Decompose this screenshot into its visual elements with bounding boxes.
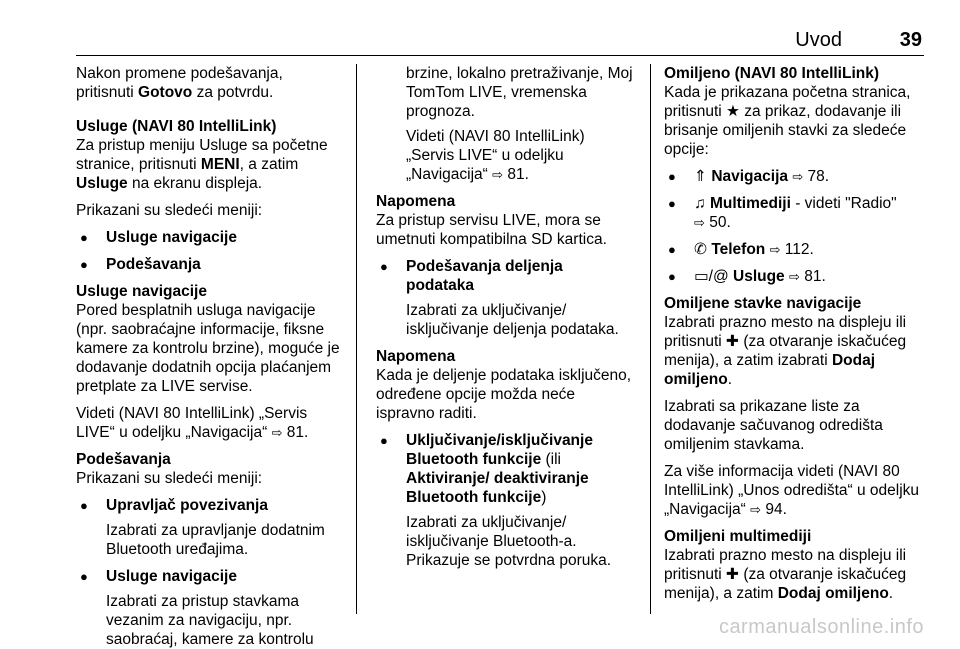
menu-list bbox=[76, 228, 348, 274]
note-text: Kada je deljenje podataka isključeno, određene opcije možda neće ispravno raditi. bbox=[376, 367, 632, 422]
phone-icon: ✆ bbox=[694, 241, 707, 258]
column-divider-1 bbox=[356, 64, 357, 614]
intro-paragraph: Nakon promene podešavanja, pritisnuti Gotovo za potvrdu. bbox=[76, 65, 283, 101]
pod-item2-desc: Izabrati za pristup stavkama vezanim za navigaciju, npr. saobraćaj, kamere za kontrolu bbox=[106, 593, 314, 648]
nav-paragraph: Pored besplatnih usluga navigacije (npr. saobraćajne informacije, fiksne kamere za kontrolu brzine), moguće je dodavanje dodatnih opcija plaćanjem pretplate za LIVE servise. bbox=[76, 302, 340, 395]
dest-paragraph: Izabrati prazno mesto na displeju ili pritisnuti ✚ (za otvaranje iskačućeg menija), a zatim izabrati Dodaj omiljeno. bbox=[664, 314, 907, 388]
list-item: ● Uključivanje/isključivanje Bluetooth funkcije (ili Aktiviranje/ deaktiviranje Bluetooth funkcije) bbox=[376, 431, 634, 507]
column-3 bbox=[664, 64, 934, 603]
column-divider-2 bbox=[650, 64, 651, 614]
page-header bbox=[0, 0, 960, 56]
page-number: 39 bbox=[899, 29, 922, 51]
subheading-podesavanja: Podešavanja bbox=[76, 451, 171, 468]
list-item: ● ✆ Telefon ⇨ 112. bbox=[664, 240, 934, 259]
pod-item1-desc: Izabrati za upravljanje dodatnim Bluetooth uređajima. bbox=[106, 522, 325, 558]
list-item: ● Podešavanja deljenja podataka bbox=[376, 257, 634, 295]
gotovo-term: Gotovo bbox=[138, 84, 193, 101]
note-text: Za pristup servisu LIVE, mora se umetnuti kompatibilna SD kartica. bbox=[376, 212, 607, 248]
note-heading: Napomena bbox=[376, 348, 456, 365]
pod-list bbox=[76, 496, 348, 515]
list-item: ● Upravljač povezivanja bbox=[76, 496, 348, 515]
page-ref-icon: ⇨ bbox=[492, 167, 504, 182]
note-heading: Napomena bbox=[376, 193, 456, 210]
column-2 bbox=[376, 64, 634, 570]
cont-see-reference: Videti (NAVI 80 IntelliLink) „Servis LIVE“ u odeljku „Navigacija“ ⇨ 81. bbox=[406, 128, 585, 183]
list-item: ● Podešavanja bbox=[76, 255, 348, 274]
item2-desc: Izabrati za uključivanje/ isključivanje Bluetooth-a. Prikazuje se potvrdna poruka. bbox=[406, 514, 612, 569]
menus-intro: Prikazani su sledeći meniji: bbox=[76, 202, 263, 219]
section-heading-usluge: Usluge (NAVI 80 IntelliLink) bbox=[76, 118, 277, 135]
page-ref-icon: ⇨ bbox=[789, 269, 800, 284]
list-item: ● Usluge navigacije bbox=[76, 228, 348, 247]
page-ref-icon: ⇨ bbox=[792, 169, 804, 184]
plus-icon: ✚ bbox=[726, 566, 740, 583]
page-ref-icon: ⇨ bbox=[271, 425, 283, 440]
fav-list bbox=[664, 167, 934, 286]
section-heading-omiljeno: Omiljeno (NAVI 80 IntelliLink) bbox=[664, 65, 880, 82]
subheading-multimediji: Omiljeni multimediji bbox=[664, 528, 812, 545]
continued-text: brzine, lokalno pretraživanje, Moj TomTom LIVE, vremenska prognoza. bbox=[406, 65, 633, 120]
list-item: ● ⇑ Navigacija ⇨ 78. bbox=[664, 167, 934, 186]
star-icon: ★ bbox=[726, 103, 740, 120]
header-title: Uvod bbox=[795, 29, 842, 51]
page-ref-icon: ⇨ bbox=[694, 215, 705, 230]
list-item: ● ♫ Multimediji - videti "Radio" ⇨ 50. bbox=[664, 194, 934, 232]
list-item: ● Usluge navigacije bbox=[76, 567, 348, 586]
usluge-paragraph: Za pristup meniju Usluge sa početne stranice, pritisnuti MENI, a zatim Usluge na ekranu displeja. bbox=[76, 137, 328, 192]
column-1 bbox=[76, 64, 348, 649]
item1-desc: Izabrati za uključivanje/ isključivanje deljenja podataka. bbox=[406, 302, 619, 338]
dest-see-reference: Za više informacija videti (NAVI 80 IntelliLink) „Unos odredišta“ u odeljku „Navigacija“ ⇨ 94. bbox=[664, 463, 920, 518]
subheading-nav: Usluge navigacije bbox=[76, 283, 207, 300]
watermark: carmanualsonline.info bbox=[718, 616, 924, 638]
dest-paragraph-2: Izabrati sa prikazane liste za dodavanje sačuvanog odredišta omiljenim stavkama. bbox=[664, 398, 883, 453]
fav-paragraph: Kada je prikazana početna stranica, pritisnuti ★ za prikaz, dodavanje ili brisanje omiljenih stavki za sledeće opcije: bbox=[664, 84, 911, 158]
music-icon: ♫ bbox=[694, 195, 706, 212]
navigation-icon: ⇑ bbox=[694, 168, 707, 185]
subheading-omiljene-stavke: Omiljene stavke navigacije bbox=[664, 295, 862, 312]
plus-icon: ✚ bbox=[726, 333, 740, 350]
nav-see-reference: Videti (NAVI 80 IntelliLink) „Servis LIVE“ u odeljku „Navigacija“ ⇨ 81. bbox=[76, 405, 309, 441]
list-item: ● ▭/@ Usluge ⇨ 81. bbox=[664, 267, 934, 286]
services-icon: ▭/@ bbox=[694, 268, 729, 285]
pod-intro: Prikazani su sledeći meniji: bbox=[76, 470, 263, 487]
page-ref-icon: ⇨ bbox=[769, 242, 781, 257]
header-rule bbox=[76, 55, 924, 56]
page-ref-icon: ⇨ bbox=[750, 502, 762, 517]
mm-paragraph: Izabrati prazno mesto na displeju ili pritisnuti ✚ (za otvaranje iskačućeg menija), a zatim Dodaj omiljeno. bbox=[664, 547, 907, 602]
